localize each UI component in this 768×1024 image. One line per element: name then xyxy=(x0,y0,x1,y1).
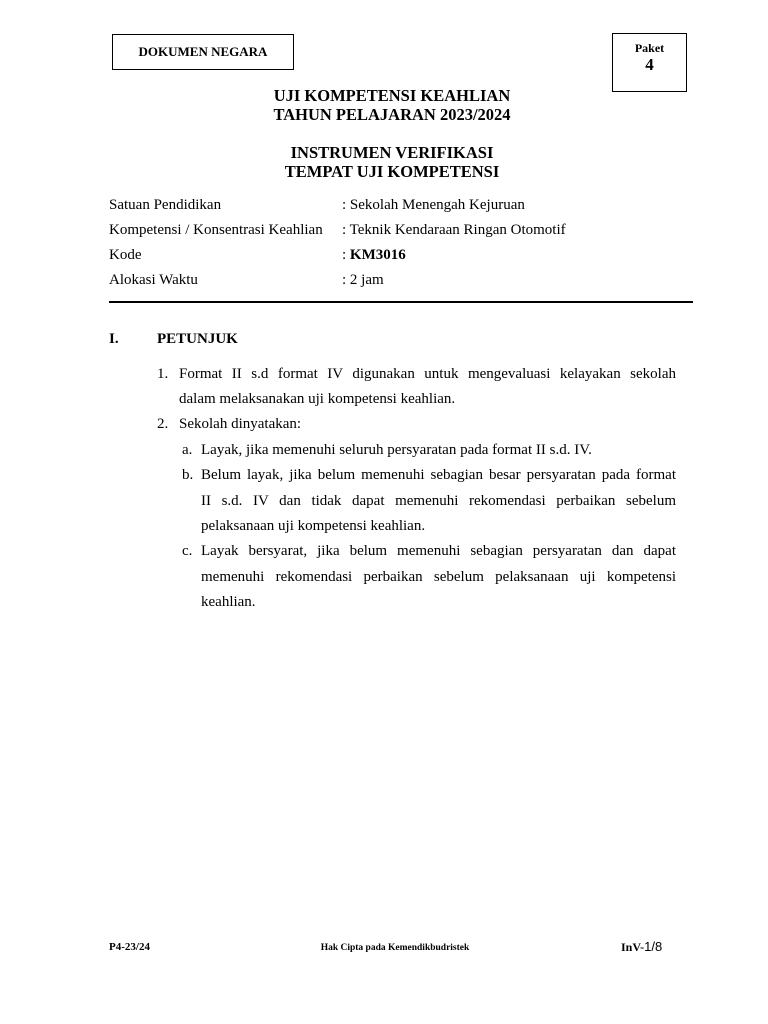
paket-label: Paket xyxy=(634,41,665,55)
section-title: PETUNJUK xyxy=(157,331,238,347)
sub-list-text: memenuhi rekomendasi perbaikan sebelum pelaksanaan uji kompetensi xyxy=(201,569,676,585)
footer-page-prefix: InV- xyxy=(621,940,645,954)
sub-list-marker: c. xyxy=(182,543,193,559)
info-value-wrap xyxy=(342,247,406,264)
sub-list-marker: b. xyxy=(182,467,194,483)
footer-copyright: Hak Cipta pada Kemendikbudristek xyxy=(320,943,470,953)
sub-list-marker: a. xyxy=(182,442,193,458)
document-classification-label: DOKUMEN NEGARA xyxy=(138,44,268,59)
info-value-code: KM3016 xyxy=(349,247,406,263)
sub-list-text: Layak, jika memenuhi seluruh persyaratan pada format II s.d. IV. xyxy=(201,442,592,458)
info-key: Kode xyxy=(109,247,142,263)
list-item-text: Format II s.d format IV digunakan untuk mengevaluasi kelayakan sekolah xyxy=(179,366,676,382)
info-value: : Teknik Kendaraan Ringan Otomotif xyxy=(342,222,566,238)
paket-box xyxy=(612,33,687,92)
info-value: : 2 jam xyxy=(342,272,384,288)
section-number: I. xyxy=(109,331,119,347)
info-key: Satuan Pendidikan xyxy=(109,197,222,213)
sub-list-text: keahlian. xyxy=(201,594,256,610)
document-classification-badge xyxy=(112,34,294,70)
footer-page-number: 1/8 xyxy=(644,939,663,954)
list-marker: 1. xyxy=(157,366,169,382)
paket-number: 4 xyxy=(645,55,654,74)
list-item-text: Sekolah dinyatakan: xyxy=(179,416,302,432)
info-key: Alokasi Waktu xyxy=(109,272,198,288)
sub-list-text: Layak bersyarat, jika belum memenuhi sebagian persyaratan dan dapat xyxy=(201,543,676,559)
title-line-1: UJI KOMPETENSI KEAHLIAN xyxy=(273,86,511,105)
info-key: Kompetensi / Konsentrasi Keahlian xyxy=(109,222,323,238)
list-marker: 2. xyxy=(157,416,169,432)
title-line-3: INSTRUMEN VERIFIKASI xyxy=(290,143,494,162)
info-value: : Sekolah Menengah Kejuruan xyxy=(342,197,525,213)
title-line-2: TAHUN PELAJARAN 2023/2024 xyxy=(273,105,511,124)
list-item-text: dalam melaksanakan uji kompetensi keahlian. xyxy=(179,391,456,407)
footer-code: P4-23/24 xyxy=(109,941,150,953)
horizontal-divider xyxy=(109,301,693,303)
info-separator: : xyxy=(342,247,350,263)
footer-page xyxy=(621,939,662,955)
sub-list-text: II s.d. IV dan tidak dapat memenuhi rekomendasi perbaikan sebelum xyxy=(201,493,676,509)
sub-list-text: Belum layak, jika belum memenuhi sebagian besar persyaratan pada format xyxy=(201,467,676,483)
sub-list-text: pelaksanaan uji kompetensi keahlian. xyxy=(201,518,426,534)
title-line-4: TEMPAT UJI KOMPETENSI xyxy=(284,162,500,181)
